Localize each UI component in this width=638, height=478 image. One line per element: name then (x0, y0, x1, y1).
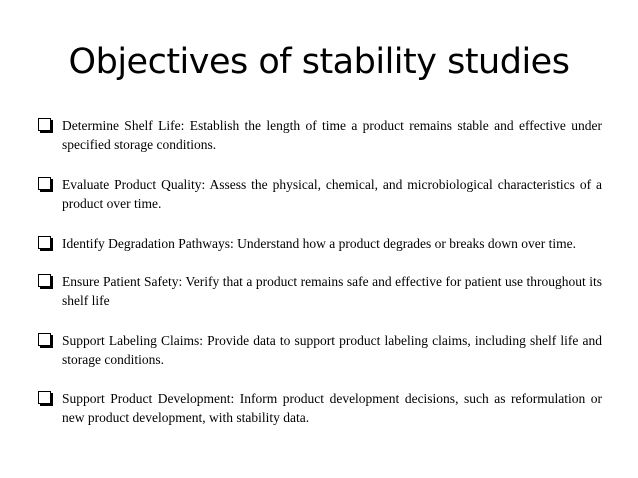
bullet-text: Determine Shelf Life: Establish the length of time a product remains stable and effective under specified storage conditions. (62, 118, 602, 152)
bullet-item (38, 175, 602, 213)
bullet-text: Support Labeling Claims: Provide data to support product labeling claims, including shelf life and storage conditions. (62, 333, 602, 367)
bullet-text: Support Product Development: Inform product development decisions, such as reformulation or new product development, with stability data. (62, 391, 602, 425)
bullet-item (38, 272, 602, 310)
bullet-item (38, 331, 602, 369)
bullet-text: Identify Degradation Pathways: Understand how a product degrades or breaks down over time. (62, 236, 576, 251)
checkbox-square-icon (38, 391, 51, 404)
checkbox-square-icon (38, 274, 51, 287)
checkbox-square-icon (38, 333, 51, 346)
bullet-list (38, 116, 602, 427)
slide-title: Objectives of stability studies (68, 42, 570, 82)
checkbox-square-icon (38, 118, 51, 131)
bullet-item (38, 389, 602, 427)
checkbox-square-icon (38, 177, 51, 190)
bullet-text: Evaluate Product Quality: Assess the physical, chemical, and microbiological characteristics of a product over time. (62, 177, 602, 211)
bullet-text: Ensure Patient Safety: Verify that a product remains safe and effective for patient use throughout its shelf life (62, 274, 602, 308)
bullet-item (38, 234, 602, 253)
checkbox-square-icon (38, 236, 51, 249)
bullet-item (38, 116, 602, 154)
